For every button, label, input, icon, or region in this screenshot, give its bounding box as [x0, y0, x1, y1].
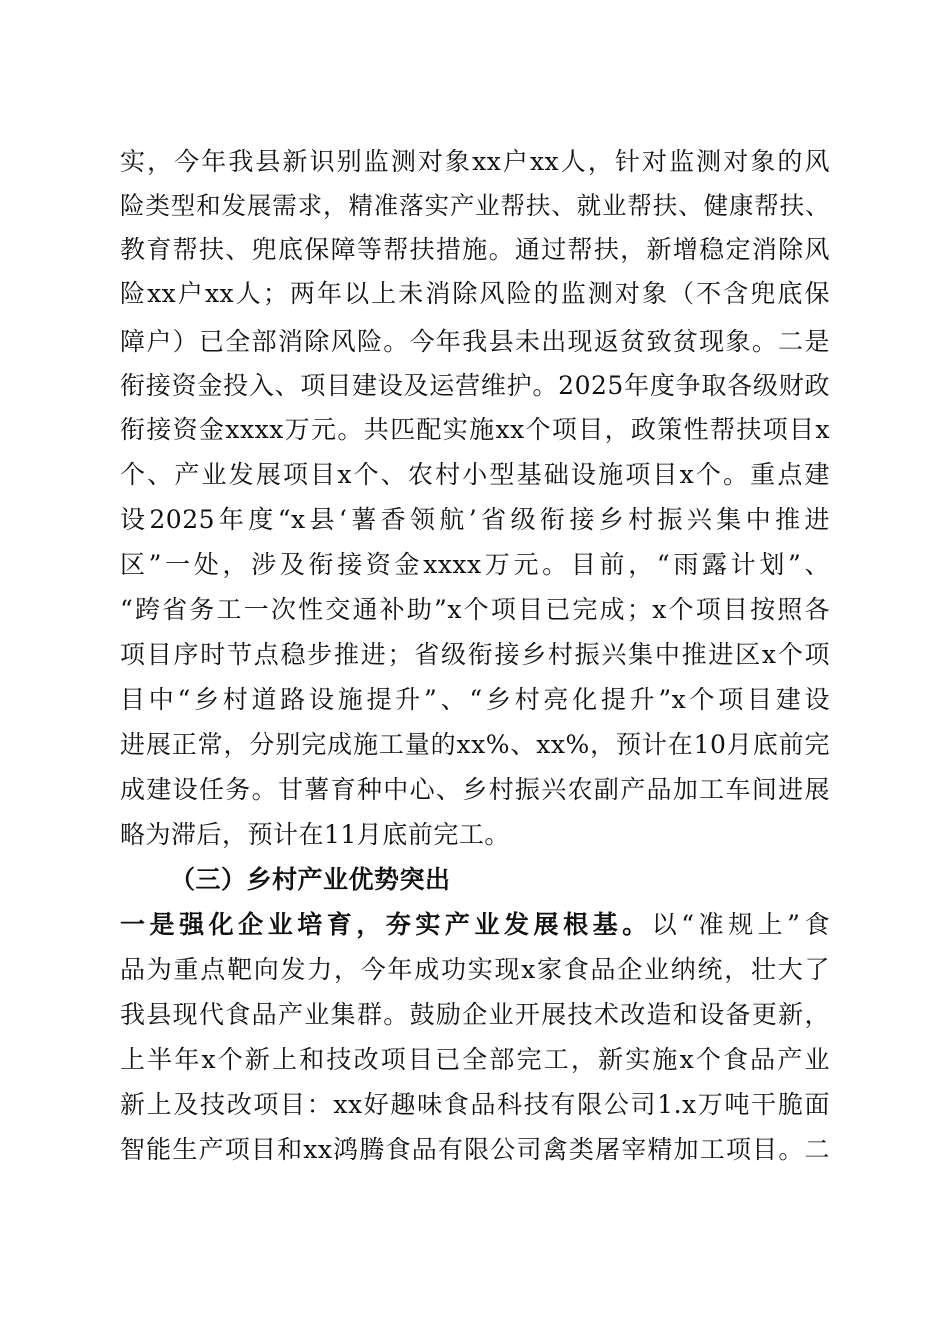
paragraph-2-line: 新上及技改项目：xx好趣味食品科技有限公司1.x万吨干脆面 [120, 1090, 830, 1119]
paragraph-1-line: 目中“乡村道路设施提升”、“乡村亮化提升”x个项目建设 [120, 685, 830, 714]
paragraph-1-line: 成建设任务。甘薯育种中心、乡村振兴农副产品加工车间进展 [120, 775, 830, 804]
paragraph-1-line: “跨省务工一次性交通补助”x个项目已完成；x个项目按照各 [120, 595, 830, 624]
paragraph-1-line: 教育帮扶、兜底保障等帮扶措施。通过帮扶，新增稳定消除风 [120, 235, 830, 264]
paragraph-1-line: 险类型和发展需求，精准落实产业帮扶、就业帮扶、健康帮扶、 [120, 191, 830, 220]
paragraph-1-line: 设2025年度“x县‘薯香领航’省级衔接乡村振兴集中推进 [120, 505, 830, 534]
paragraph-1-line: 实，今年我县新识别监测对象xx户xx人，针对监测对象的风 [120, 147, 830, 176]
paragraph-2-line: 上半年x个新上和技改项目已全部完工，新实施x个食品产业 [120, 1045, 830, 1074]
section-heading: （三）乡村产业优势突出 [170, 865, 451, 894]
paragraph-2-line: 我县现代食品产业集群。鼓励企业开展技术改造和设备更新， [120, 1000, 830, 1029]
paragraph-2-line: 品为重点靶向发力，今年成功实现x家食品企业纳统，壮大了 [120, 955, 830, 984]
paragraph-2-first-line [120, 905, 830, 945]
paragraph-1-last-line: 略为滞后，预计在11月底前完工。 [120, 820, 510, 849]
paragraph-1-line: 项目序时节点稳步推进；省级衔接乡村振兴集中推进区x个项 [120, 640, 830, 669]
paragraph-1-line: 衔接资金xxxx万元。共匹配实施xx个项目，政策性帮扶项目x [120, 415, 830, 444]
paragraph-1-line: 区”一处，涉及衔接资金xxxx万元。目前，“雨露计划”、 [120, 550, 830, 579]
paragraph-1-line: 障户）已全部消除风险。今年我县未出现返贫致贫现象。二是 [120, 327, 830, 356]
paragraph-2-line: 智能生产项目和xx鸿腾食品有限公司禽类屠宰精加工项目。二 [120, 1135, 830, 1164]
paragraph-1-line: 个、产业发展项目x个、农村小型基础设施项目x个。重点建 [120, 460, 830, 489]
paragraph-2-first-line-rest: 以“准规上”食 [651, 910, 830, 939]
paragraph-1-line: 险xx户xx人；两年以上未消除风险的监测对象（不含兜底保 [120, 279, 830, 308]
paragraph-1-line: 衔接资金投入、项目建设及运营维护。2025年度争取各级财政 [120, 371, 830, 400]
paragraph-1-line: 进展正常，分别完成施工量的xx%、xx%，预计在10月底前完 [120, 730, 830, 759]
paragraph-2-bold-lead: 一是强化企业培育，夯实产业发展根基。 [120, 910, 652, 939]
